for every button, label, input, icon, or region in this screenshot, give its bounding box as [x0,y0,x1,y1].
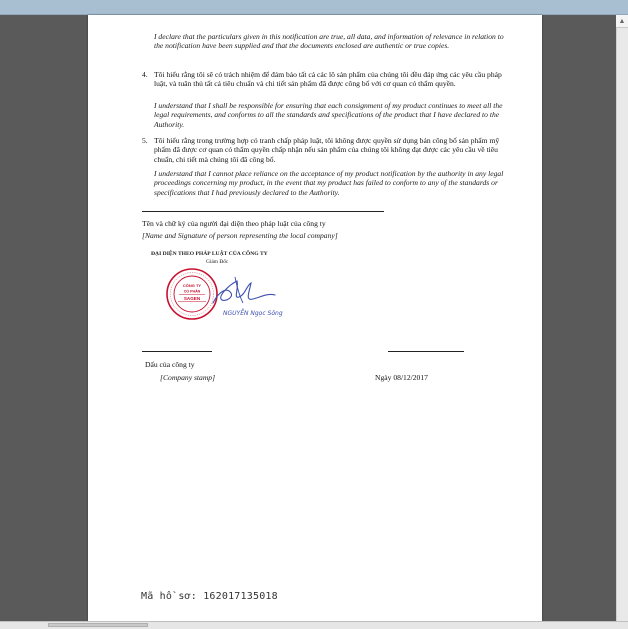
stamp-text-top: CÔNG TY [182,283,202,288]
file-code: Mã hồ sơ: 162017135018 [141,591,278,602]
item-5-number: 5. [142,136,148,145]
horizontal-scroll-thumb[interactable] [48,623,148,627]
scroll-up-arrow-icon[interactable]: ▲ [616,15,628,28]
item-4-vietnamese: Tôi hiểu rằng tôi sẽ có trách nhiệm để đảm bảo tất cả các lô sản phẩm của chúng tôi đều đáp ứng các yêu cầu pháp luật, và tuân thủ tất cả tiêu chuẩn và chi tiết sản phẩm đã được công bố với cơ quan có thẩm quyền. [154,70,502,89]
date-signature-line [388,351,464,352]
representative-label-vi: Tên và chữ ký của người đại diện theo pháp luật của công ty [142,219,326,228]
signer-name: NGUYỄN Ngọc Sông [223,310,283,317]
document-date: Ngày 08/12/2017 [375,373,428,382]
signature-block [151,251,291,341]
item-4-number: 4. [142,70,148,79]
signature-caption: ĐẠI DIỆN THEO PHÁP LUẬT CỦA CÔNG TY [151,251,268,257]
document-page [88,15,542,621]
company-stamp-label-en: [Company stamp] [160,373,216,382]
item-4-english: I understand that I shall be responsible for ensuring that each consignment of my product continues to meet all the legal requirements, and conforms to all the standards and specifications of the product that I have declared to the Authority. [154,101,503,129]
viewer-title-bar [0,0,628,15]
vertical-scrollbar[interactable] [616,15,628,621]
stamp-signature-line [142,351,212,352]
stamp-text-mid: CỔ PHẦN [183,289,201,294]
representative-label-en: [Name and Signature of person representing the local company] [142,231,338,240]
item-5-vietnamese: Tôi hiểu rằng trong trường hợp có tranh chấp pháp luật, tôi không được quyền sử dụng bản công bố sản phẩm mỹ phẩm đã được cơ quan có thẩm quyền chấp nhận nếu sản phẩm của chúng tôi không đạt được các yêu cầu về tiêu chuẩn, chi tiết mà chúng tôi đã công bố. [154,136,500,164]
company-stamp-label-vi: Dấu của công ty [145,360,195,369]
signature-title: Giám Đốc [206,259,229,265]
handwritten-signature [209,273,293,323]
intro-declaration-en: I declare that the particulars given in this notification are true, all data, and information of relevance in relation to the notification have been supplied and that the documents enclosed are authentic or true copies. [154,32,504,51]
stamp-text-name: SAGEN [183,296,201,301]
representative-signature-line [142,211,384,212]
item-5-english: I understand that I cannot place reliance on the acceptance of my product notification by the authority in any legal proceedings concerning my product, in the event that my product has failed to conform to any of the standards or specifications that I had previously declared to the Authority. [154,169,504,197]
